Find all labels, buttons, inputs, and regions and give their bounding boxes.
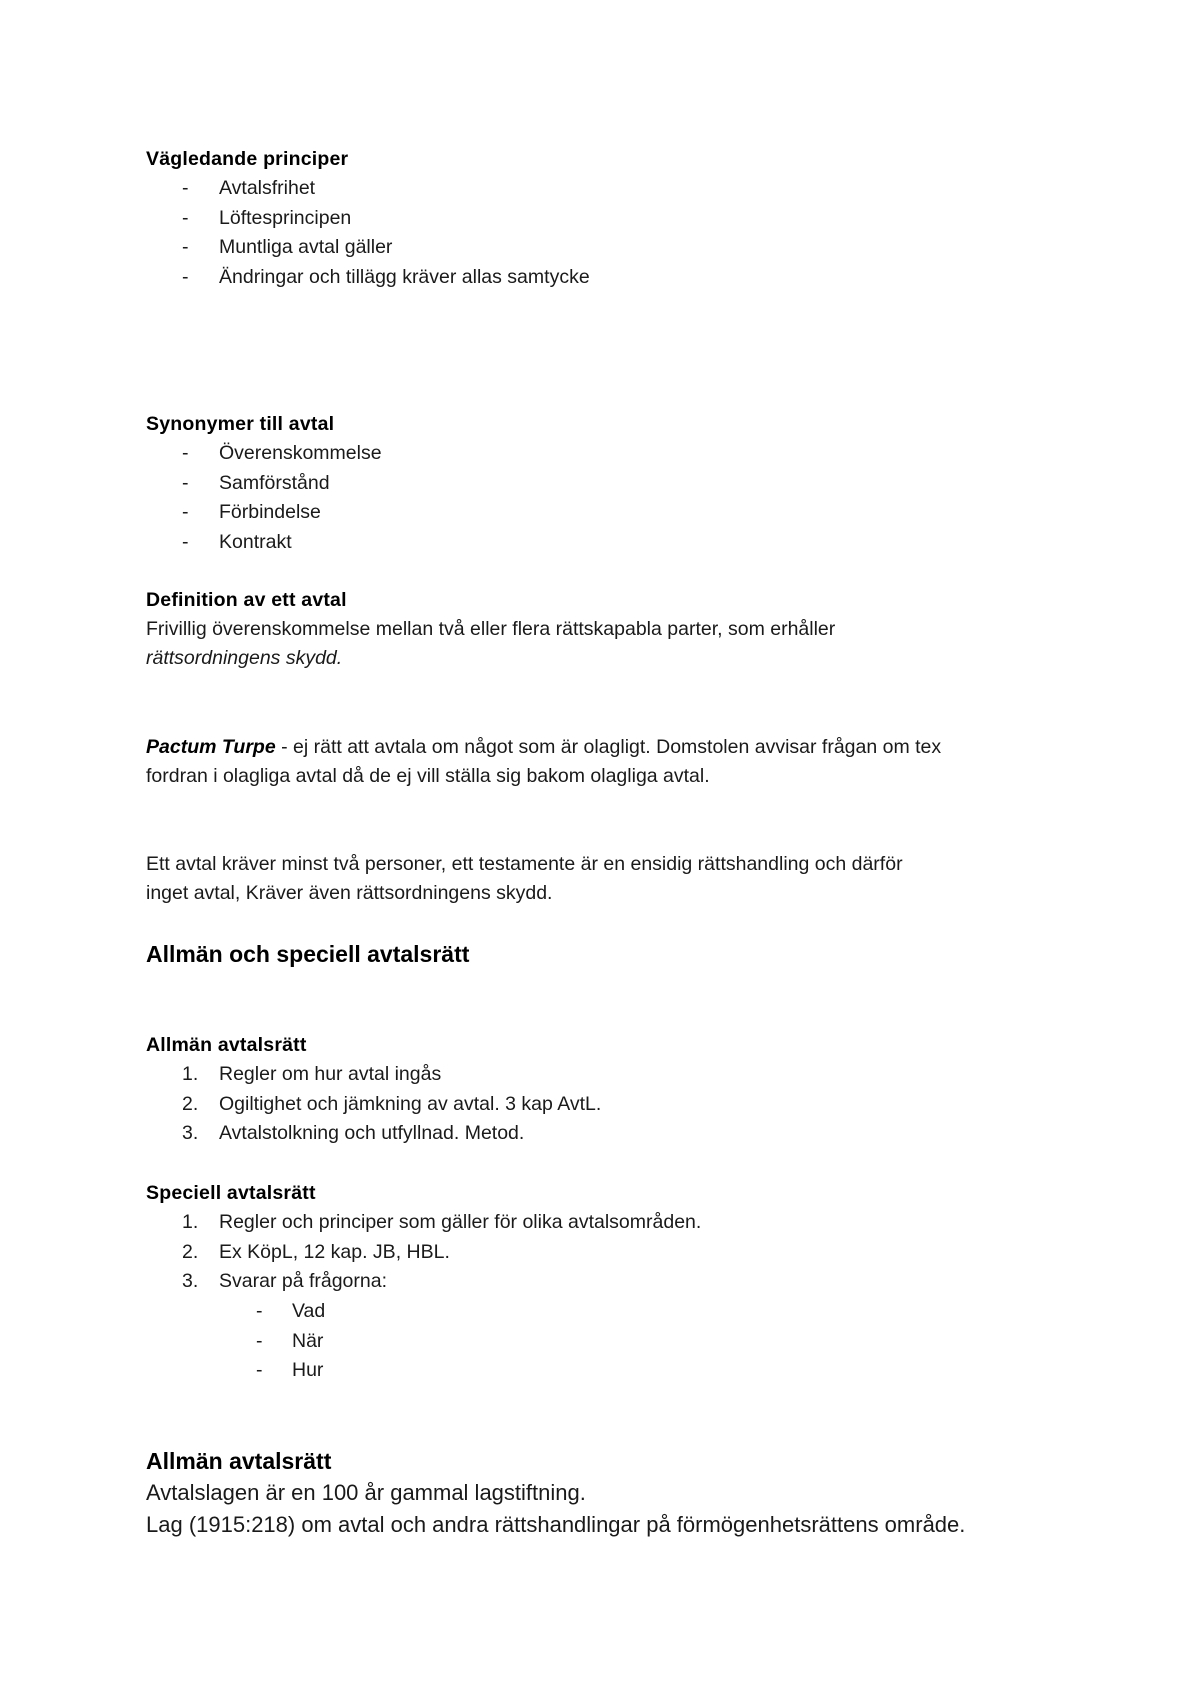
list-item: - Muntliga avtal gäller [146,233,1106,263]
list-item: 2. Ex KöpL, 12 kap. JB, HBL. [146,1238,1106,1268]
list-item: - Löftesprincipen [146,204,1106,234]
pactum-turpe-term: Pactum Turpe [146,736,276,758]
section-heading-allman: Allmän avtalsrätt [146,1034,307,1056]
dash-marker: - [256,1329,263,1352]
number-marker: 1. [182,1063,199,1085]
list-item: - Förbindelse [146,498,1106,528]
pactum-turpe-line2: fordran i olagliga avtal då de ej vill ställa sig bakom olagliga avtal. [146,765,710,787]
list-vagledande [146,174,1106,292]
list-synonymer [146,439,1106,557]
list-item: 1. Regler om hur avtal ingås [146,1060,1106,1090]
list-item: - Överenskommelse [146,439,1106,469]
list-item: - Ändringar och tillägg kräver allas samtycke [146,263,1106,293]
number-marker: 1. [182,1211,199,1233]
list-item: 3. Svarar på frågorna: [146,1267,1106,1297]
definition-text: Frivillig överenskommelse mellan två eller flera rättskapabla parter, som erhåller [146,618,836,640]
pactum-turpe-text: - ej rätt att avtala om något som är olagligt. Domstolen avvisar frågan om tex [275,736,942,758]
dash-marker: - [182,206,189,229]
document-page [146,0,1106,1698]
list-item: - Hur [146,1356,1106,1386]
section-heading-vagledande: Vägledande principer [146,148,349,170]
number-marker: 2. [182,1092,199,1115]
allman2-line1: Avtalslagen är en 100 år gammal lagstiftning. [146,1480,586,1505]
number-marker: 2. [182,1240,199,1263]
list-item: - Kontrakt [146,528,1106,558]
list-item: 3. Avtalstolkning och utfyllnad. Metod. [146,1119,1106,1149]
list-allman [146,1060,1106,1149]
allman2-line2: Lag (1915:218) om avtal och andra rättshandlingar på förmögenhetsrättens område. [146,1512,966,1537]
list-item: - Avtalsfrihet [146,174,1106,204]
number-marker: 3. [182,1122,199,1144]
dash-marker: - [256,1359,263,1381]
section-heading-allman-2: Allmän avtalsrätt [146,1448,332,1474]
section-heading-definition: Definition av ett avtal [146,589,347,611]
list-item: - Samförstånd [146,469,1106,499]
definition-text-italic: rättsordningens skydd. [146,647,343,669]
dash-marker: - [182,265,189,288]
dash-marker: - [256,1300,263,1322]
list-item: 2. Ogiltighet och jämkning av avtal. 3 kap AvtL. [146,1090,1106,1120]
section-heading-synonymer: Synonymer till avtal [146,413,335,435]
section-heading-allman-speciell: Allmän och speciell avtalsrätt [146,941,470,967]
testamente-line2: inget avtal, Kräver även rättsordningens skydd. [146,882,553,904]
list-speciell [146,1208,1106,1297]
dash-marker: - [182,177,189,199]
dash-marker: - [182,530,189,553]
dash-marker: - [182,471,189,494]
dash-marker: - [182,442,189,464]
dash-marker: - [182,501,189,523]
list-item: 1. Regler och principer som gäller för olika avtalsområden. [146,1208,1106,1238]
testamente-line1: Ett avtal kräver minst två personer, ett testamente är en ensidig rättshandling och därför [146,853,903,875]
list-item: - Vad [146,1297,1106,1327]
list-item: - När [146,1327,1106,1357]
number-marker: 3. [182,1270,199,1292]
dash-marker: - [182,236,189,258]
list-speciell-nested [146,1297,1106,1386]
pactum-turpe-paragraph [146,733,1106,763]
section-heading-speciell: Speciell avtalsrätt [146,1182,316,1204]
